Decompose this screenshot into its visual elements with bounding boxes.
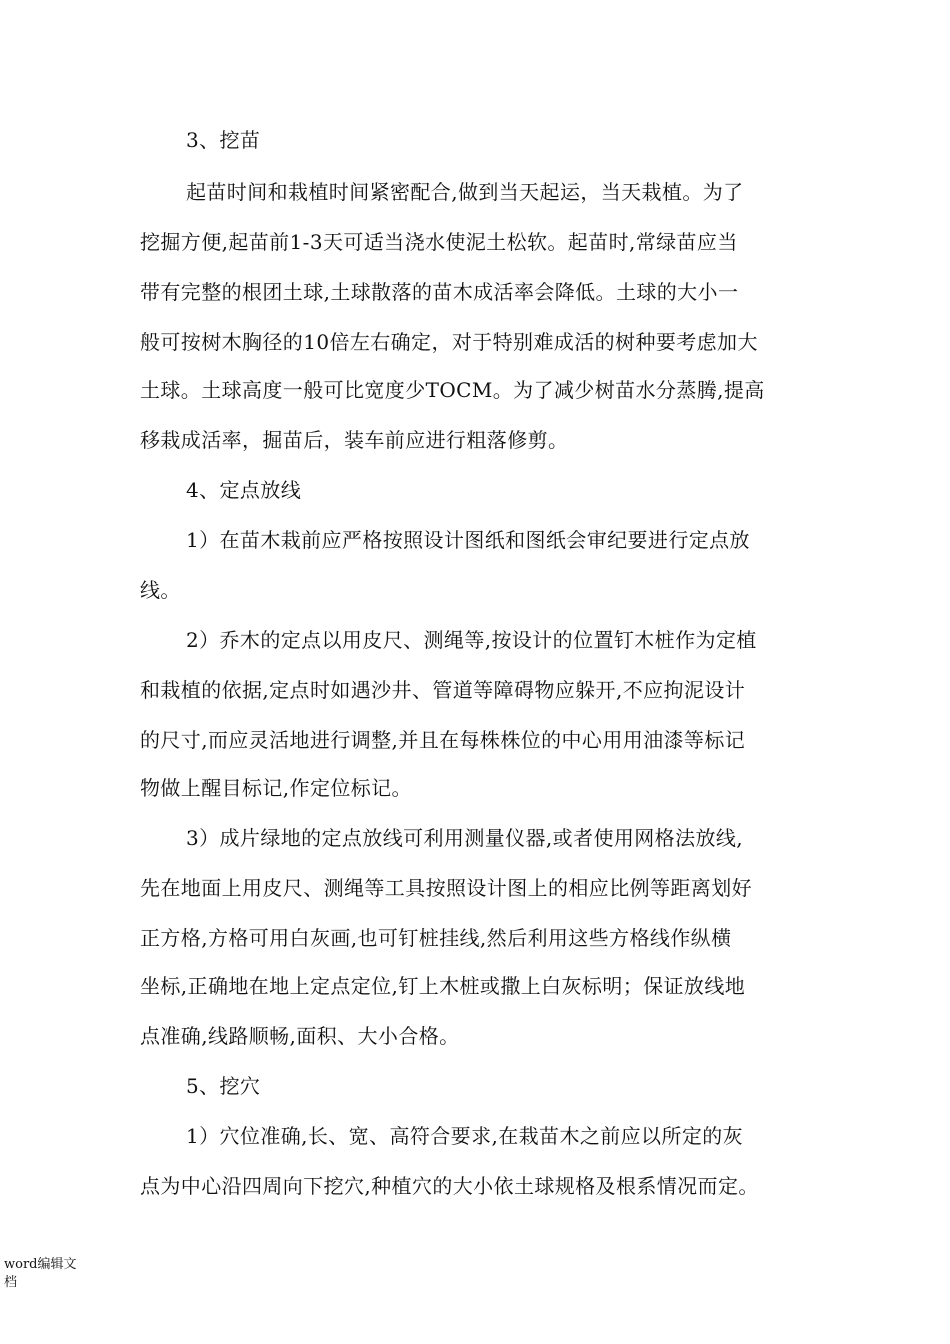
paragraph-line: 正方格,方格可用白灰画,也可钉桩挂线,然后利用这些方格线作纵横 [140,926,732,950]
paragraph-line: 点准确,线路顺畅,面积、大小合格。 [140,1024,460,1048]
section-heading-4: 4、定点放线 [186,478,302,502]
paragraph-line: 的尺寸,而应灵活地进行调整,并且在每株株位的中心用用油漆等标记 [140,728,746,752]
paragraph-line: 物做上醒目标记,作定位标记。 [140,776,412,800]
paragraph-line: 点为中心沿四周向下挖穴,种植穴的大小依土球规格及根系情况而定。 [140,1174,759,1198]
paragraph-line: 般可按树木胸径的10倍左右确定，对于特别难成活的树种要考虑加大 [140,330,758,354]
paragraph-line: 2）乔木的定点以用皮尺、测绳等,按设计的位置钉木桩作为定植 [186,628,757,652]
section-heading-3: 3、挖苗 [186,128,261,152]
paragraph-line: 1）在苗木栽前应严格按照设计图纸和图纸会审纪要进行定点放 [186,528,750,552]
paragraph-line: 先在地面上用皮尺、测绳等工具按照设计图上的相应比例等距离划好 [140,876,752,900]
paragraph-line: 带有完整的根团土球,土球散落的苗木成活率会降低。土球的大小一 [140,280,739,304]
paragraph-line: 1）穴位准确,长、宽、高符合要求,在栽苗木之前应以所定的灰 [186,1124,744,1148]
paragraph-line: 线。 [140,578,181,602]
footer-line-2: 档 [4,1275,18,1290]
paragraph-line: 和栽植的依据,定点时如遇沙井、管道等障碍物应躲开,不应拘泥设计 [140,678,746,702]
paragraph-line: 土球。土球高度一般可比宽度少TOCM。为了减少树苗水分蒸腾,提高 [140,378,765,402]
paragraph-line: 坐标,正确地在地上定点定位,钉上木桩或撒上白灰标明；保证放线地 [140,974,746,998]
paragraph-line: 起苗时间和栽植时间紧密配合,做到当天起运，当天栽植。为了 [186,180,744,204]
section-heading-5: 5、挖穴 [186,1074,261,1098]
footer-watermark [4,1256,77,1292]
paragraph-line: 挖掘方便,起苗前1-3天可适当浇水使泥土松软。起苗时,常绿苗应当 [140,230,738,254]
paragraph-line: 移栽成活率，掘苗后，装车前应进行粗落修剪。 [140,428,569,452]
footer-line-1: word编辑文 [4,1257,77,1272]
paragraph-line: 3）成片绿地的定点放线可利用测量仪器,或者使用网格法放线, [186,826,744,850]
